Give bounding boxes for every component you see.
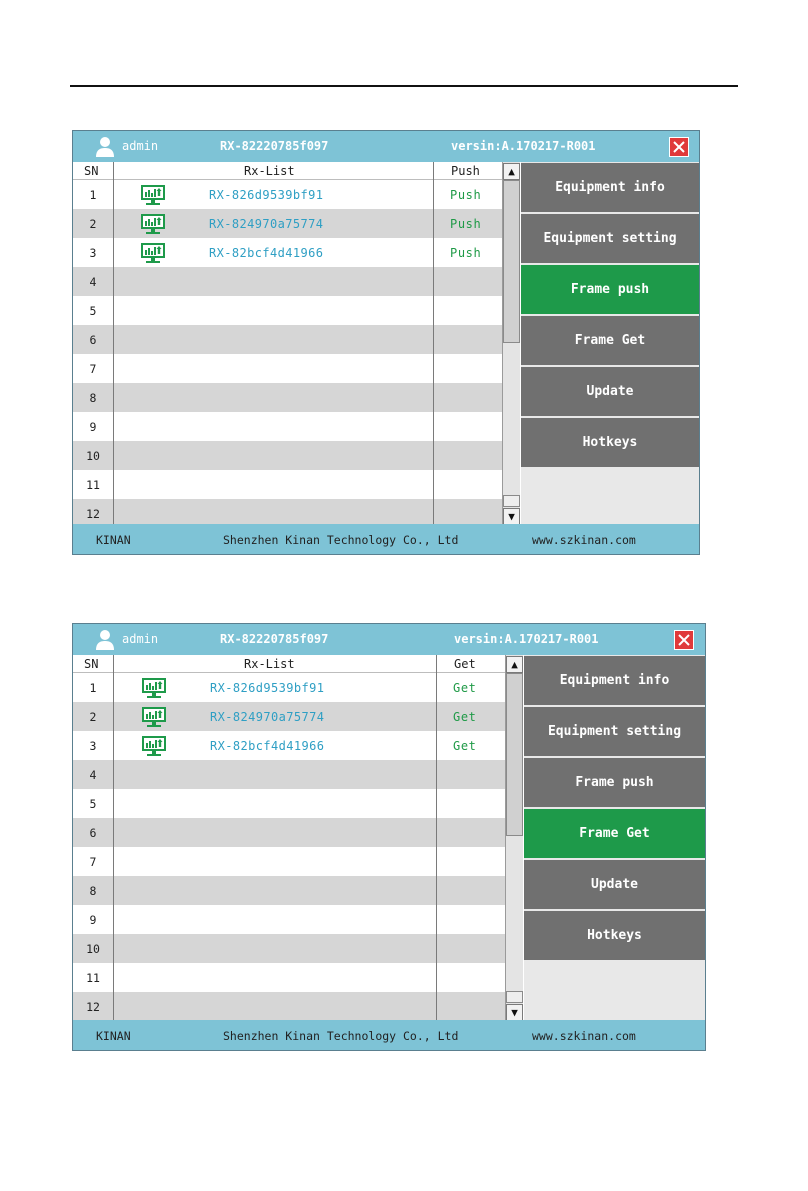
title-bar: [73, 131, 699, 162]
table-row: [73, 963, 505, 992]
device-panel: [72, 130, 700, 555]
row-sn: 10: [86, 449, 100, 463]
close-button[interactable]: [669, 137, 689, 157]
table-row: [73, 470, 502, 499]
version-label: versin:A.170217-R001: [454, 632, 599, 646]
scroll-down-icon[interactable]: ▼: [503, 508, 520, 525]
table-row[interactable]: [73, 180, 502, 209]
scroll-thumb[interactable]: [503, 180, 520, 343]
receiver-monitor-icon: [140, 184, 166, 206]
row-action-button[interactable]: Get: [453, 681, 477, 695]
table-row[interactable]: [73, 238, 502, 267]
table-row: [73, 441, 502, 470]
list-scrollbar[interactable]: [502, 162, 520, 526]
rx-device-name[interactable]: RX-826d9539bf91: [210, 681, 325, 695]
table-row: [73, 876, 505, 905]
table-row[interactable]: [73, 209, 502, 238]
menu-hotkeys-button[interactable]: Hotkeys: [521, 418, 699, 467]
receiver-monitor-icon: [141, 706, 167, 728]
column-header-action: Get: [454, 657, 476, 671]
column-divider: [433, 162, 434, 526]
row-sn: 7: [89, 855, 97, 869]
menu-hotkeys-button[interactable]: Hotkeys: [524, 911, 705, 960]
list-scrollbar[interactable]: [505, 655, 523, 1022]
scroll-thumb[interactable]: [506, 673, 523, 836]
row-sn: 12: [86, 1000, 100, 1014]
title-bar: [73, 624, 705, 655]
user-icon: [95, 629, 115, 651]
row-sn: 5: [89, 797, 97, 811]
table-row: [73, 789, 505, 818]
function-menu: [524, 655, 705, 1022]
footer-bar: [73, 524, 699, 554]
column-header-sn: SN: [84, 657, 99, 671]
footer-company: Shenzhen Kinan Technology Co., Ltd: [223, 1029, 459, 1043]
row-sn: 5: [89, 304, 97, 318]
column-divider: [113, 655, 114, 1022]
row-sn: 12: [86, 507, 100, 521]
row-sn: 3: [89, 246, 97, 260]
receiver-monitor-icon: [141, 677, 167, 699]
table-row: [73, 412, 502, 441]
footer-company: Shenzhen Kinan Technology Co., Ltd: [223, 533, 459, 547]
row-action-button[interactable]: Push: [450, 217, 482, 231]
table-row: [73, 267, 502, 296]
function-menu: [521, 162, 699, 526]
row-sn: 4: [89, 768, 97, 782]
version-label: versin:A.170217-R001: [451, 139, 596, 153]
row-sn: 8: [89, 391, 97, 405]
table-row: [73, 383, 502, 412]
username-label: admin: [122, 139, 159, 153]
column-divider: [436, 655, 437, 1022]
column-header-action: Push: [451, 164, 480, 178]
row-sn: 6: [89, 333, 97, 347]
table-row: [73, 354, 502, 383]
row-action-button[interactable]: Push: [450, 246, 482, 260]
menu-update-button[interactable]: Update: [521, 367, 699, 416]
footer-website[interactable]: www.szkinan.com: [532, 1029, 636, 1043]
table-row: [73, 934, 505, 963]
row-sn: 6: [89, 826, 97, 840]
row-sn: 11: [86, 478, 100, 492]
table-row[interactable]: [73, 731, 505, 760]
row-sn: 11: [86, 971, 100, 985]
footer-website[interactable]: www.szkinan.com: [532, 533, 636, 547]
footer-bar: [73, 1020, 705, 1050]
scroll-up-icon[interactable]: ▲: [506, 656, 523, 673]
page-header-rule: [70, 85, 738, 87]
receiver-monitor-icon: [141, 735, 167, 757]
scroll-up-icon[interactable]: ▲: [503, 163, 520, 180]
rx-device-name[interactable]: RX-826d9539bf91: [209, 188, 324, 202]
row-sn: 10: [86, 942, 100, 956]
rx-list-table: [73, 162, 502, 526]
scroll-down-icon[interactable]: ▼: [506, 1004, 523, 1021]
table-row: [73, 296, 502, 325]
table-row[interactable]: [73, 673, 505, 702]
rx-device-name[interactable]: RX-824970a75774: [209, 217, 324, 231]
menu-equipment-setting-button[interactable]: Equipment setting: [524, 707, 705, 756]
menu-update-button[interactable]: Update: [524, 860, 705, 909]
table-header: [73, 655, 505, 673]
menu-equipment-setting-button[interactable]: Equipment setting: [521, 214, 699, 263]
menu-frame-get-button[interactable]: Frame Get: [521, 316, 699, 365]
row-sn: 9: [89, 420, 97, 434]
row-action-button[interactable]: Get: [453, 710, 477, 724]
row-sn: 7: [89, 362, 97, 376]
column-header-rx-list: Rx-List: [244, 164, 295, 178]
row-sn: 2: [89, 710, 97, 724]
menu-frame-get-button[interactable]: Frame Get: [524, 809, 705, 858]
table-row: [73, 992, 505, 1021]
row-sn: 1: [89, 681, 97, 695]
menu-equipment-info-button[interactable]: Equipment info: [521, 163, 699, 212]
row-sn: 2: [89, 217, 97, 231]
table-row: [73, 818, 505, 847]
device-panel: [72, 623, 706, 1051]
table-row: [73, 325, 502, 354]
row-sn: 4: [89, 275, 97, 289]
rx-device-name[interactable]: RX-824970a75774: [210, 710, 325, 724]
scroll-track-marker: [506, 991, 523, 1003]
menu-equipment-info-button[interactable]: Equipment info: [524, 656, 705, 705]
row-sn: 1: [89, 188, 97, 202]
row-action-button[interactable]: Push: [450, 188, 482, 202]
row-sn: 9: [89, 913, 97, 927]
footer-brand: KINAN: [96, 1029, 131, 1043]
footer-brand: KINAN: [96, 533, 131, 547]
row-sn: 8: [89, 884, 97, 898]
device-id-label: RX-82220785f097: [220, 139, 329, 153]
column-header-rx-list: Rx-List: [244, 657, 295, 671]
scroll-track-marker: [503, 495, 520, 507]
row-sn: 3: [89, 739, 97, 753]
table-row: [73, 760, 505, 789]
menu-frame-push-button[interactable]: Frame push: [524, 758, 705, 807]
table-header: [73, 162, 502, 180]
table-row[interactable]: [73, 702, 505, 731]
user-icon: [95, 136, 115, 158]
rx-list-table: [73, 655, 505, 1022]
row-action-button[interactable]: Get: [453, 739, 477, 753]
column-header-sn: SN: [84, 164, 99, 178]
column-divider: [113, 162, 114, 526]
username-label: admin: [122, 632, 159, 646]
menu-frame-push-button[interactable]: Frame push: [521, 265, 699, 314]
table-row: [73, 847, 505, 876]
receiver-monitor-icon: [140, 213, 166, 235]
device-id-label: RX-82220785f097: [220, 632, 329, 646]
receiver-monitor-icon: [140, 242, 166, 264]
table-row: [73, 905, 505, 934]
rx-device-name[interactable]: RX-82bcf4d41966: [210, 739, 325, 753]
close-button[interactable]: [674, 630, 694, 650]
rx-device-name[interactable]: RX-82bcf4d41966: [209, 246, 324, 260]
